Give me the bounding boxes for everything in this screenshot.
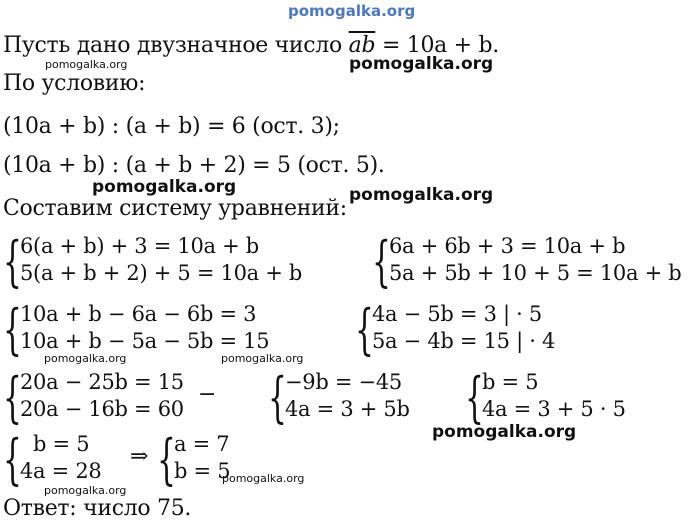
- intro-prefix: Пусть дано двузначное число: [3, 33, 342, 58]
- brace: {: [3, 366, 22, 429]
- equation-system-7: [465, 366, 655, 430]
- answer-line: Ответ: число 75.: [3, 496, 192, 521]
- equation-line: b = 5: [33, 432, 90, 456]
- watermark-small: pomogalka.org: [222, 472, 305, 485]
- equation-system-4: [355, 298, 655, 362]
- minus-sign: −: [198, 382, 217, 407]
- brace: {: [268, 366, 287, 429]
- watermark-small: pomogalka.org: [45, 58, 128, 71]
- watermark-big: pomogalka.org: [349, 54, 494, 74]
- equation-line: 5(a + b + 2) + 5 = 10a + b: [20, 261, 303, 285]
- equation-line: 20a − 25b = 15: [20, 370, 184, 394]
- condition-equation-2: (10a + b) : (a + b + 2) = 5 (ост. 5).: [3, 153, 385, 178]
- watermark-big: pomogalka.org: [92, 177, 237, 197]
- equation-line: 4a = 3 + 5 · 5: [482, 397, 626, 421]
- equation-system-5: [3, 366, 203, 430]
- equation-line: 4a − 5b = 3 | · 5: [372, 302, 542, 326]
- watermark-big: pomogalka.org: [349, 185, 494, 205]
- equation-system-1: [3, 230, 333, 294]
- equation-system-6: [268, 366, 448, 430]
- equation-line: 6a + 6b + 3 = 10a + b: [389, 234, 626, 258]
- brace: {: [3, 428, 22, 491]
- brace: {: [3, 230, 22, 293]
- equation-line: b = 5: [482, 370, 539, 394]
- equation-line: 4a = 28: [20, 459, 102, 483]
- condition-equation-1: (10a + b) : (a + b) = 6 (ост. 3);: [3, 114, 340, 139]
- equation-line: 6(a + b) + 3 = 10a + b: [20, 234, 259, 258]
- equation-system-8: [3, 428, 123, 492]
- watermark-small: pomogalka.org: [44, 352, 127, 365]
- watermark-small: pomogalka.org: [221, 352, 304, 365]
- watermark-top: pomogalka.org: [288, 2, 416, 20]
- equation-line: 5a − 4b = 15 | · 4: [372, 329, 556, 353]
- intro-suffix: = 10a + b.: [381, 33, 499, 58]
- equation-line: a = 7: [174, 432, 230, 456]
- intro-number: $\overline{ab}$: [348, 33, 376, 58]
- implies-sign: ⇒: [130, 444, 149, 469]
- equation-line: 20a − 16b = 60: [20, 397, 184, 421]
- equation-system-2: [372, 230, 690, 294]
- equation-line: b = 5: [174, 459, 231, 483]
- condition-heading: По условию:: [3, 71, 146, 96]
- watermark-small: pomogalka.org: [44, 484, 127, 497]
- brace: {: [3, 298, 22, 361]
- watermark-big: pomogalka.org: [432, 422, 577, 442]
- brace: {: [355, 298, 374, 361]
- system-intro: Составим систему уравнений:: [3, 196, 347, 221]
- equation-line: 5a + 5b + 10 + 5 = 10a + b: [389, 261, 682, 285]
- brace: {: [157, 428, 176, 491]
- equation-line: 10a + b − 5a − 5b = 15: [20, 329, 270, 353]
- brace: {: [465, 366, 484, 429]
- equation-line: 10a + b − 6a − 6b = 3: [20, 302, 257, 326]
- equation-line: −9b = −45: [285, 370, 402, 394]
- brace: {: [372, 230, 391, 293]
- equation-line: 4a = 3 + 5b: [285, 397, 410, 421]
